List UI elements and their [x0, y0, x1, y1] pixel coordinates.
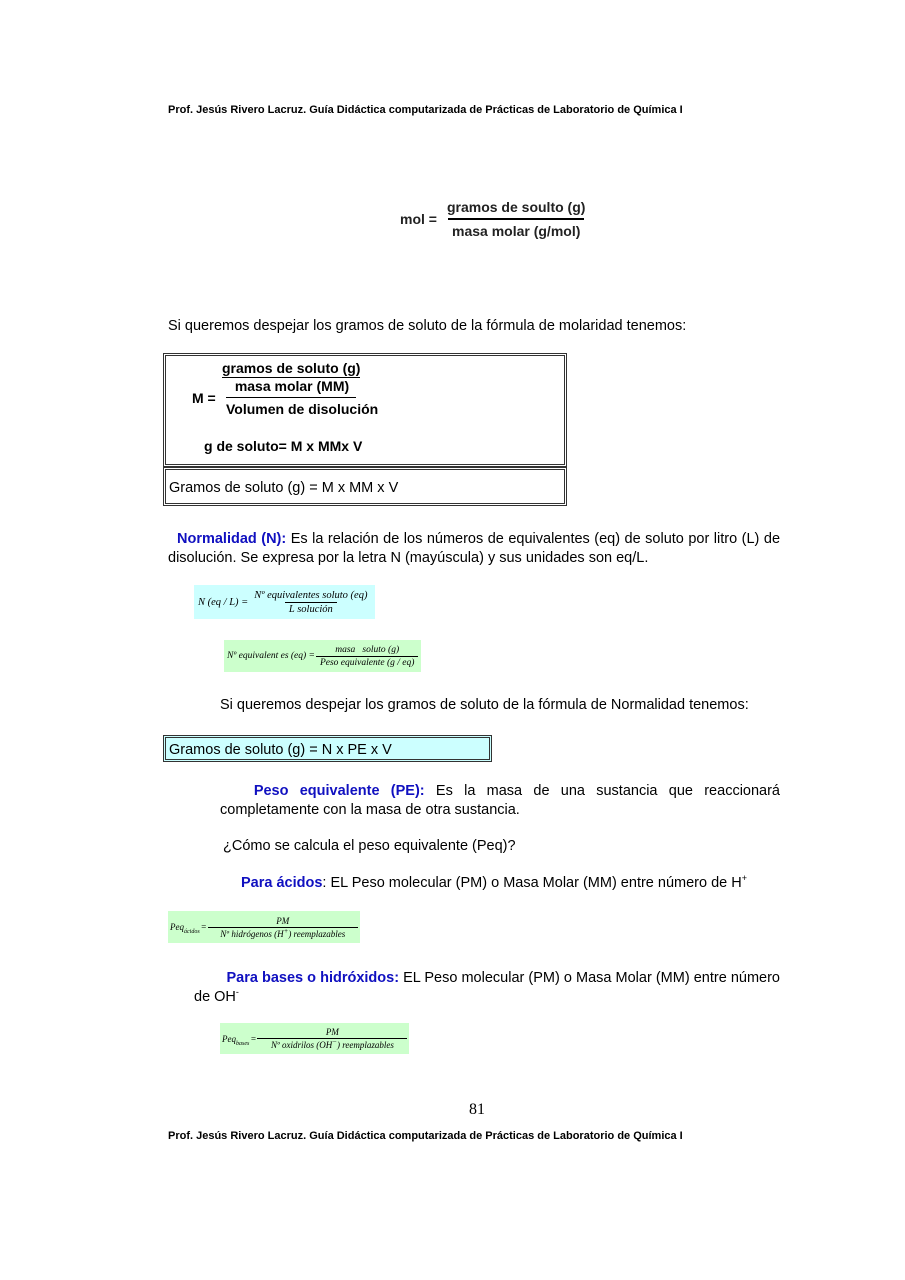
normality-formula	[194, 585, 375, 619]
footer-title: Guía Didáctica computarizada de Prácticas de Laboratorio de Química I	[309, 1130, 683, 1142]
bases-den-pre: Nº oxidrilos (OH	[270, 1040, 333, 1050]
bases-formula-peq: Peq	[222, 1033, 236, 1044]
acidos-formula-sub: ácidos	[184, 928, 200, 935]
equivalents-formula	[224, 640, 421, 672]
normality-denominator: L solución	[285, 602, 337, 615]
acidos-formula-lhs	[170, 922, 200, 935]
bases-den-post: ) reemplazables	[336, 1040, 394, 1050]
peso-equivalente-paragraph	[220, 782, 780, 820]
molarity-formula-box	[163, 353, 567, 467]
normalidad-text: Es la relación de los números de equivalentes (eq) de soluto por litro (L) de disolución. Se expresa por la letra N (mayúscula) y sus unidades son eq/L.	[168, 531, 781, 566]
bases-fraction	[257, 1027, 407, 1050]
mol-fraction	[443, 199, 589, 239]
bases-formula-sub: bases	[236, 1040, 250, 1047]
molarity-top: gramos de soluto (g)	[222, 360, 361, 376]
acidos-fraction	[208, 916, 358, 939]
equivalents-numerator: masa soluto (g)	[335, 644, 400, 655]
acidos-den-post: ) reemplazables	[288, 928, 346, 939]
bases-numerator: PM	[325, 1027, 339, 1037]
molarity-middle: masa molar (MM)	[234, 378, 350, 394]
mol-formula	[400, 199, 589, 239]
acidos-den-sup: +	[283, 926, 289, 935]
acidos-text: : EL Peso molecular (PM) o Masa Molar (MM) entre número de H	[322, 875, 742, 891]
bases-den-sup: −	[332, 1038, 337, 1046]
page-footer	[168, 1130, 683, 1142]
mol-denominator: masa molar (g/mol)	[448, 218, 584, 239]
bases-formula	[220, 1023, 409, 1054]
acidos-denominator	[208, 927, 358, 939]
normality-lhs: N (eq / L) =	[198, 596, 249, 608]
molarity-result-box	[163, 467, 567, 506]
acidos-den-pre: Nº hidrógenos (H	[220, 928, 284, 939]
acidos-numerator: PM	[276, 915, 290, 926]
bases-formula-eq: =	[250, 1033, 257, 1044]
bases-denominator	[257, 1038, 407, 1050]
acidos-sup: +	[741, 873, 747, 884]
question-text: ¿Cómo se calcula el peso equivalente (Peq)?	[223, 838, 516, 854]
footer-author: Prof. Jesús Rivero Lacruz.	[168, 1130, 307, 1142]
normalidad-paragraph	[168, 530, 780, 568]
molarity-solved: g de soluto= M x MMx V	[204, 438, 363, 454]
page-header	[168, 104, 683, 116]
mol-numerator: gramos de soulto (g)	[446, 199, 586, 215]
normality-numerator: Nº equivalentes soluto (eq)	[254, 589, 368, 601]
acidos-paragraph	[241, 874, 747, 893]
equivalents-lhs: Nº equivalent es (eq) =	[227, 651, 315, 661]
molarity-bottom: Volumen de disolución	[226, 401, 379, 417]
page-number: 81	[469, 1101, 485, 1118]
header-author: Prof. Jesús Rivero Lacruz.	[168, 104, 307, 116]
normality-result-box	[163, 735, 492, 762]
normality-fraction	[250, 590, 371, 615]
bases-text: EL Peso molecular (PM) o Masa Molar (MM) entre número de OH	[194, 970, 780, 1005]
peso-equivalente-term: Peso equivalente (PE):	[253, 783, 425, 799]
acidos-term: Para ácidos	[241, 875, 323, 891]
acidos-formula-eq: =	[200, 922, 207, 932]
bases-sup: -	[235, 987, 239, 998]
header-title: Guía Didáctica computarizada de Prácticas de Laboratorio de Química I	[309, 104, 683, 116]
molarity-result: Gramos de soluto (g) = M x MM x V	[169, 480, 399, 496]
mol-lhs: mol =	[400, 211, 437, 227]
equivalents-denominator: Peso equivalente (g / eq)	[316, 656, 418, 668]
molarity-intro: Si queremos despejar los gramos de soluto de la fórmula de molaridad tenemos:	[168, 318, 687, 334]
bases-paragraph	[194, 969, 780, 1007]
molarity-fraction-bar	[226, 397, 356, 398]
molarity-lhs: M =	[192, 390, 216, 406]
peso-equivalente-text: Es la masa de una sustancia que reaccionará completamente con la masa de otra sustancia.	[220, 783, 780, 818]
equivalents-fraction	[316, 645, 418, 668]
normalidad-term: Normalidad (N):	[177, 531, 287, 547]
normality-result: Gramos de soluto (g) = N x PE x V	[169, 742, 392, 758]
bases-formula-lhs	[222, 1033, 250, 1047]
bases-term: Para bases o hidróxidos:	[226, 970, 400, 986]
acidos-formula-peq: Peq	[170, 922, 184, 932]
normality-intro: Si queremos despejar los gramos de soluto de la fórmula de Normalidad tenemos:	[220, 697, 749, 713]
acidos-formula	[168, 911, 360, 943]
